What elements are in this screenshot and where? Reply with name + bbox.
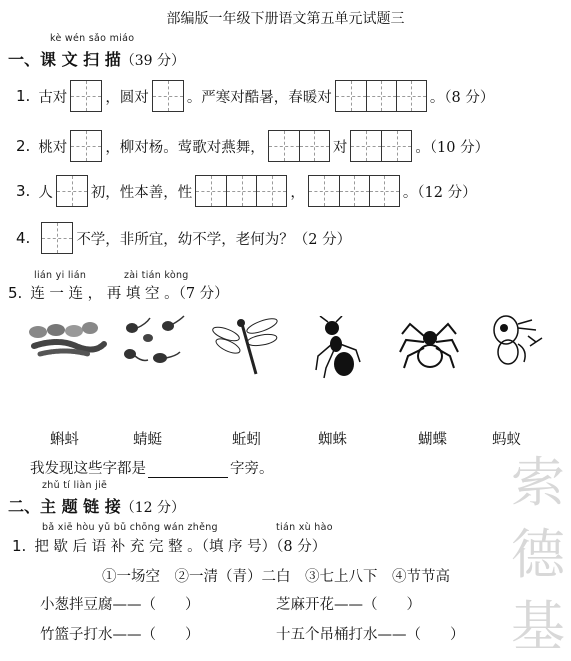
earthworm-icon[interactable] <box>28 318 108 360</box>
answer-grid-1c[interactable] <box>335 80 427 112</box>
xiehouyu-item-3[interactable]: 竹篮子打水——（ ） <box>40 627 200 643</box>
question-1 <box>16 80 494 112</box>
page-title: 部编版一年级下册语文第五单元试题三 <box>166 11 405 27</box>
word-zhizhu[interactable]: 蜘蛛 <box>318 432 347 448</box>
answer-grid-3b[interactable] <box>195 175 287 207</box>
discovery-sentence <box>30 457 274 478</box>
section2-score: （12 分） <box>120 500 185 516</box>
section1-heading <box>8 47 185 70</box>
xiehouyu-item-2[interactable]: 芝麻开花——（ ） <box>276 597 421 613</box>
answer-grid-3a[interactable] <box>56 175 88 207</box>
watermark-char-3: 基 <box>511 595 565 658</box>
word-qiuyin[interactable]: 蚯蚓 <box>232 432 261 448</box>
section1-score: （39 分） <box>120 53 185 69</box>
section2-q1-pinyin-1: bǎ xiē hòu yǔ bǔ chōng wán zhěng <box>42 522 218 533</box>
question-5-number: 5. <box>8 283 23 302</box>
question-5-pinyin-1: lián yi lián <box>34 270 87 281</box>
discovery-text-a: 我发现这些字都是 <box>30 461 146 477</box>
question-5 <box>8 282 229 303</box>
watermark-char-1: 索 <box>511 451 565 514</box>
question-2-text-c: 对 <box>332 139 348 156</box>
question-1-text-a: 古对 <box>38 89 68 106</box>
section2-heading <box>8 494 185 517</box>
tadpole-icon[interactable] <box>118 314 188 372</box>
answer-grid-3c[interactable] <box>308 175 400 207</box>
question-2-text-a: 桃对 <box>38 139 68 156</box>
butterfly-icon[interactable] <box>488 314 546 374</box>
section2-pinyin: zhǔ tí liàn jiē <box>42 480 108 491</box>
question-4-text: 不学，非所宜，幼不学，老何为？（2 分） <box>76 231 352 248</box>
word-mayi[interactable]: 蚂蚁 <box>492 432 521 448</box>
question-3-number: 3. <box>16 182 31 200</box>
question-3-text-c: ， <box>290 184 305 201</box>
spider-icon[interactable] <box>398 316 460 376</box>
section1-pinyin: kè wén sǎo miáo <box>50 33 135 44</box>
question-2-text-b: ，柳对杨。莺歌对燕舞， <box>105 139 265 156</box>
answer-grid-1b[interactable] <box>152 80 184 112</box>
question-1-text-b: ，圆对 <box>105 89 149 106</box>
question-5-text: 连 一 连 ， 再 填 空 。（7 分） <box>30 286 229 302</box>
question-2-score: 。（10 分） <box>415 139 490 156</box>
question-4 <box>16 222 351 254</box>
section2-label: 二、主 题 链 接 <box>8 497 121 516</box>
word-qingting[interactable]: 蜻蜓 <box>133 432 162 448</box>
answer-grid-2a[interactable] <box>70 130 102 162</box>
section2-q1-text-b: 填 序 号 <box>208 539 262 555</box>
word-hudie[interactable]: 蝴蝶 <box>418 432 447 448</box>
section2-q1-text-a: 把 歇 后 语 补 充 完 整 。（ <box>34 539 209 555</box>
discovery-blank[interactable] <box>148 461 228 478</box>
xiehouyu-options: ①一场空 ②一清（青）二白 ③七上八下 ④节节高 <box>102 569 450 585</box>
question-3-score: 。（12 分） <box>402 184 477 201</box>
section2-q1-text-c: ）（8 分） <box>261 539 327 555</box>
question-2 <box>16 130 489 162</box>
question-1-score: 。（8 分） <box>429 89 495 106</box>
question-1-number: 1. <box>16 87 31 105</box>
xiehouyu-item-1[interactable]: 小葱拌豆腐——（ ） <box>40 597 200 613</box>
question-3-text-a: 人 <box>38 184 53 201</box>
answer-grid-2b[interactable] <box>268 130 330 162</box>
answer-grid-2c[interactable] <box>350 130 412 162</box>
section1-label: 一、课 文 扫 描 <box>8 50 121 69</box>
section2-question-1 <box>12 535 326 556</box>
discovery-text-b: 字旁。 <box>230 461 274 477</box>
section2-q1-pinyin-2: tián xù hào <box>276 522 333 533</box>
question-3-text-b: 初，性本善，性 <box>90 184 193 201</box>
answer-grid-4[interactable] <box>41 222 73 254</box>
word-kedou[interactable]: 蝌蚪 <box>50 432 79 448</box>
section2-q1-number: 1. <box>12 536 27 555</box>
ant-icon[interactable] <box>310 316 366 380</box>
question-4-number: 4. <box>16 229 31 247</box>
question-3 <box>16 175 477 207</box>
dragonfly-icon[interactable] <box>212 316 278 378</box>
answer-grid-1a[interactable] <box>70 80 102 112</box>
question-1-text-c: 。严寒对酷暑，春暖对 <box>186 89 332 106</box>
question-2-number: 2. <box>16 137 31 155</box>
watermark-char-2: 德 <box>511 523 565 586</box>
xiehouyu-item-4[interactable]: 十五个吊桶打水——（ ） <box>276 627 465 643</box>
question-5-pinyin-2: zài tián kòng <box>124 270 189 281</box>
